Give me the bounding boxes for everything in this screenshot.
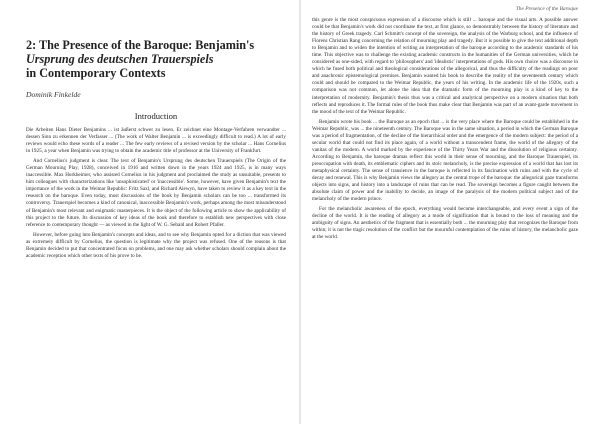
author-name: Dominik Finkelde (26, 90, 81, 99)
paragraph: For the melancholic awareness of the epoch, everything would become interchangeable, and every event a sign of the decline of the world. It is the reading of allegory as a mode of signification that is bound to the loss of meaning and the ambiguity of signs. An aesthetics of the fragment that is essentially both ... the mourning play that recognizes the Baroque from within; it is not the tragic resolution of the conflict but the mournful contemplation of the ruins of history, the melancholic gaze at the world. (312, 206, 578, 241)
paragraph: Die Arbeiten Hans Dieter Benjamins ... ist äußerst schwer zu lesen. Er zeichnet eine Montage-Verfahren verwandter ... dessen Sinn zu erkennen der Verfasser ... (The work of Walter Benjamin ... is exceedingly difficult to read.) A lot of early reviews would echo these words of a reader ... The few early reviews of a revised version by the scholar ... Hans Cornelius in 1925, a year when Benjamin was trying to obtain the academic title of professor at the University of Frankfurt. (26, 127, 286, 155)
paragraph: However, before going into Benjamin's concepts and ideas, and to see why Benjamin opted for a diction that was viewed as extremely difficult by Cornelius, the question is legitimate why the project was refused. One of the reasons is that Benjamin decided to put that concentrated focus on problems, and one may ask whether scholars should complain about the academic reception which other texts of his prove to be. (26, 231, 286, 259)
paragraph: this genre is the most conspicuous expression of a discourse which is still ... baroque and the visual arts. A possible answer could be that Benjamin's work did not coordinate the text, at first glance, so demonstrably between the history of literature and the history of Greek tragedy. Carl Schmitt's concept of the sovereign, the analysis of the Warburg school, and the influence of Florens Christian Rang concerning the relation of mourning play and tragedy. But it is possible to give the text additional depth to Benjamin and to widen the intention of writing an interpretation of the baroque according to the academic standards of his time. This objective was to challenge the existing academic constructs in the humanities of the German universities, which he considered as one-sided, with regard to 'philosophers' and 'idealistic' interpretations of gods. His own choice was a discourse in which he fused both political and theological considerations of the allegorical, and thus the difficulty of the readings on poor and anachronic epistemological premises. Benjamin wanted his book to describe the reality of the seventeenth century which could and should be compared to the Weimar Republic, the years of his writing. In the academic life of the 1920s, such a comparison was not common, let alone the idea that the dramatic form of the mourning play is a kind of key to the interpretation of modernity. Benjamin's thesis thus was a critical and analytical perspective on a modern situation that both reflects and reproduces it. The formal rules of the book thus make clear that Benjamin was part of an avant-garde movement in the mood of the text of the Weimar Republic. (312, 17, 578, 115)
running-head: The Presence of the Baroque (515, 6, 578, 12)
chapter-title-italic: Ursprung des deutschen Trauerspiels (26, 52, 214, 66)
paragraph: And Cornelius's judgment is clear. The text of Benjamin's Ursprung des deutschen Trauerspiels (The Origin of the German Mourning Play, 1928), conceived in 1916 and written down in the years 1924 and 1925, is in many ways inaccessible. Max Horkheimer, who assisted Cornelius in his judgment and proclaimed the study as unsuitable, presents to him colleagues with characterizations like 'unsophisticated' or 'inaccessible'. Some, however, have given Benjamin's text the importance of the work in the Weimar Republic: Fritz Saxl, and Richard Alewyn, have taken to review it as a key text in the research on the baroque. Even today, most discussions of the book by Benjamin scholars can be too ... transformed its controversy. Trauerspiel becomes a kind of canonical, inaccessible Benjamin's work, perhaps among the most misunderstood of Benjamin's most relevant and enigmatic masterpieces. It is the object of the following article to show the applicability of this project to the future. Its discussion of key ideas of the book and therefore to establish new perspectives with close reference to contemporary thought — as viewed in the light of W. G. Sebald and Robert Pfaller. (26, 158, 286, 228)
chapter-title-suffix: in Contemporary Contexts (26, 66, 166, 80)
right-page (300, 0, 600, 424)
paragraph: Benjamin wrote his book ... the Baroque as an epoch that ... is the very place where the Baroque could be established in the Weimar Republic, was ... the nineteenth century. The Baroque was in the same situation, a period in which the German Baroque was a period of fragmentation, of the decline of the hierarchical order and the emergence of the modern subject: the period of a secular world that could not find its place again, of a world without a transcendent frame, the world of the allegory of the vanitas of the modern. A world marked by the experience of the Thirty Years War and the dissolution of religious certainty. According to Benjamin, the baroque dramas reflect this world in their sense of mourning, and the Baroque Trauerspiel, its preoccupation with death, its emblematic ciphers and its stoic melancholy, is the precise expression of a world that has lost its metaphysical certainty. The sense of transience in the baroque is reflected in its fascination with ruins and with the cycle of decay and renewal. This is why Benjamin views the allegory as the central trope of the baroque: the allegorical gaze transforms objects into signs, and history into a landscape of ruins that can be read. The sovereign becomes a figure caught between the absolute claim of power and the inability to decide, an image of the paralysis of the modern political subject and of the melancholy of the modern prince. (312, 118, 578, 203)
chapter-title-prefix: 2: The Presence of the Baroque: Benjamin's (26, 38, 255, 52)
section-heading: Introduction (134, 111, 178, 121)
chapter-title (26, 38, 286, 80)
